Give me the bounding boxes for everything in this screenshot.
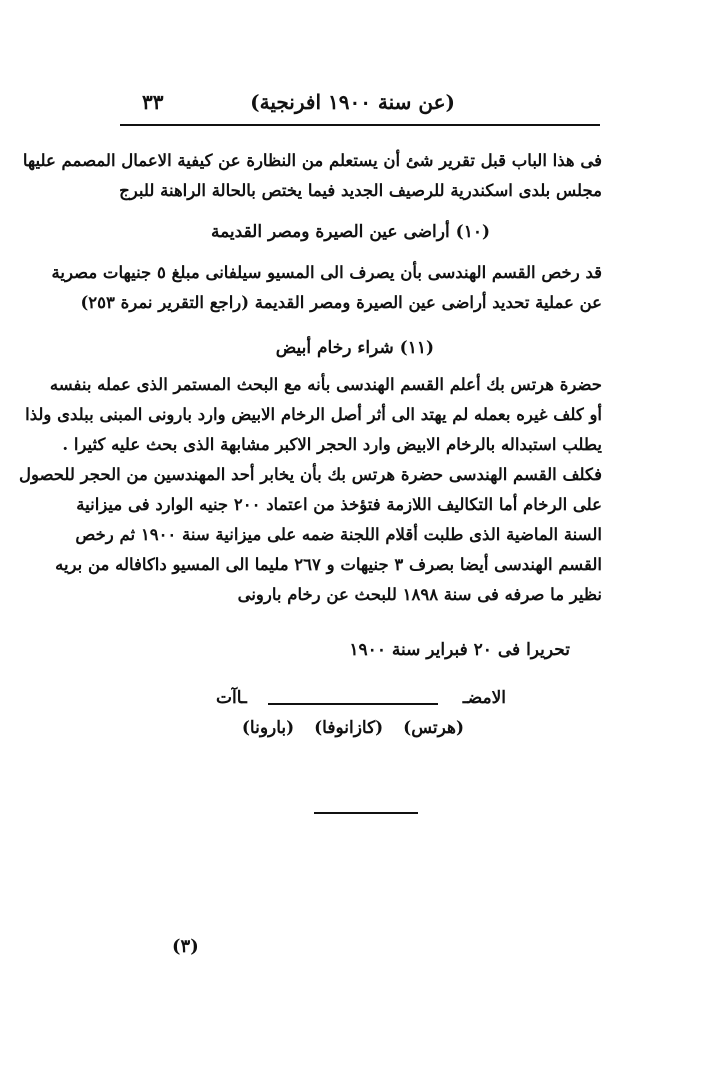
text-line: قد رخص القسم الهندسى بأن يصرف الى المسيو سيلفانى مبلغ ٥ جنيهات مصرية: [51, 263, 602, 282]
signature-names: [228, 718, 464, 738]
text-line: فى هذا الباب قبل تقرير شئ أن يستعلم من النظارة عن كيفية الاعمال المصمم عليها: [22, 151, 602, 170]
footer-number: (٣): [172, 936, 199, 957]
closing-rule: [314, 812, 418, 814]
text-line: فكلف القسم الهندسى حضرة هرتس بك بأن يخابر أحد المهندسين من الحجر للحصول: [18, 465, 602, 484]
signature-line: [268, 703, 438, 705]
signatures-label-end: ـاآت: [216, 688, 247, 708]
text-line: يطلب استبداله بالرخام الابيض وارد الحجر الاكبر مشابهة الذى بحث عليه كثيرا .: [62, 435, 602, 454]
text-line: عن عملية تحديد أراضى عين الصيرة ومصر القديمة (راجع التقرير نمرة ٢٥٣): [80, 293, 602, 312]
text-line: نظير ما صرفه فى سنة ١٨٩٨ للبحث عن رخام بارونى: [237, 585, 602, 604]
signature-name: (هرتس): [403, 718, 464, 738]
section-11-paragraph: [18, 370, 602, 610]
signature-name: (كازانوفا): [314, 718, 384, 738]
page-number: ٣٣: [142, 90, 164, 114]
date-line: تحريرا فى ٢٠ فبراير سنة ١٩٠٠: [349, 640, 570, 660]
section-heading-10: (١٠) أراضى عين الصيرة ومصر القديمة: [210, 222, 490, 242]
signature-name: (بارونا): [241, 718, 295, 738]
section-10-paragraph: [51, 258, 602, 318]
intro-paragraph: [22, 146, 602, 206]
signatures-label: [216, 688, 506, 708]
signatures-label-start: الامضـ: [462, 688, 506, 708]
text-line: على الرخام أما التكاليف اللازمة فتؤخذ من اعتماد ٢٠٠ جنيه الوارد فى ميزانية: [76, 495, 602, 514]
page-header: [120, 88, 600, 122]
section-heading-11: (١١) شراء رخام أبيض: [275, 338, 434, 358]
header-title: (عن سنة ١٩٠٠ افرنجية): [250, 90, 455, 114]
text-line: أو كلف غيره بعمله لم يهتد الى أثر أصل الرخام الابيض وارد بارونى المبنى ببلدى ولذا: [25, 405, 602, 424]
text-line: القسم الهندسى أيضا بصرف ٣ جنيهات و ٢٦٧ مليما الى المسيو داكافاله من بريه: [55, 555, 602, 574]
text-line: حضرة هرتس بك أعلم القسم الهندسى بأنه مع البحث المستمر الذى عمله بنفسه: [49, 375, 602, 394]
text-line: السنة الماضية الذى طلبت أقلام اللجنة ضمه على ميزانية سنة ١٩٠٠ ثم رخص: [75, 525, 602, 544]
text-line: مجلس بلدى اسكندرية للرصيف الجديد فيما يختص بالحالة الراهنة للبرج: [119, 181, 602, 200]
header-rule: [120, 124, 600, 126]
